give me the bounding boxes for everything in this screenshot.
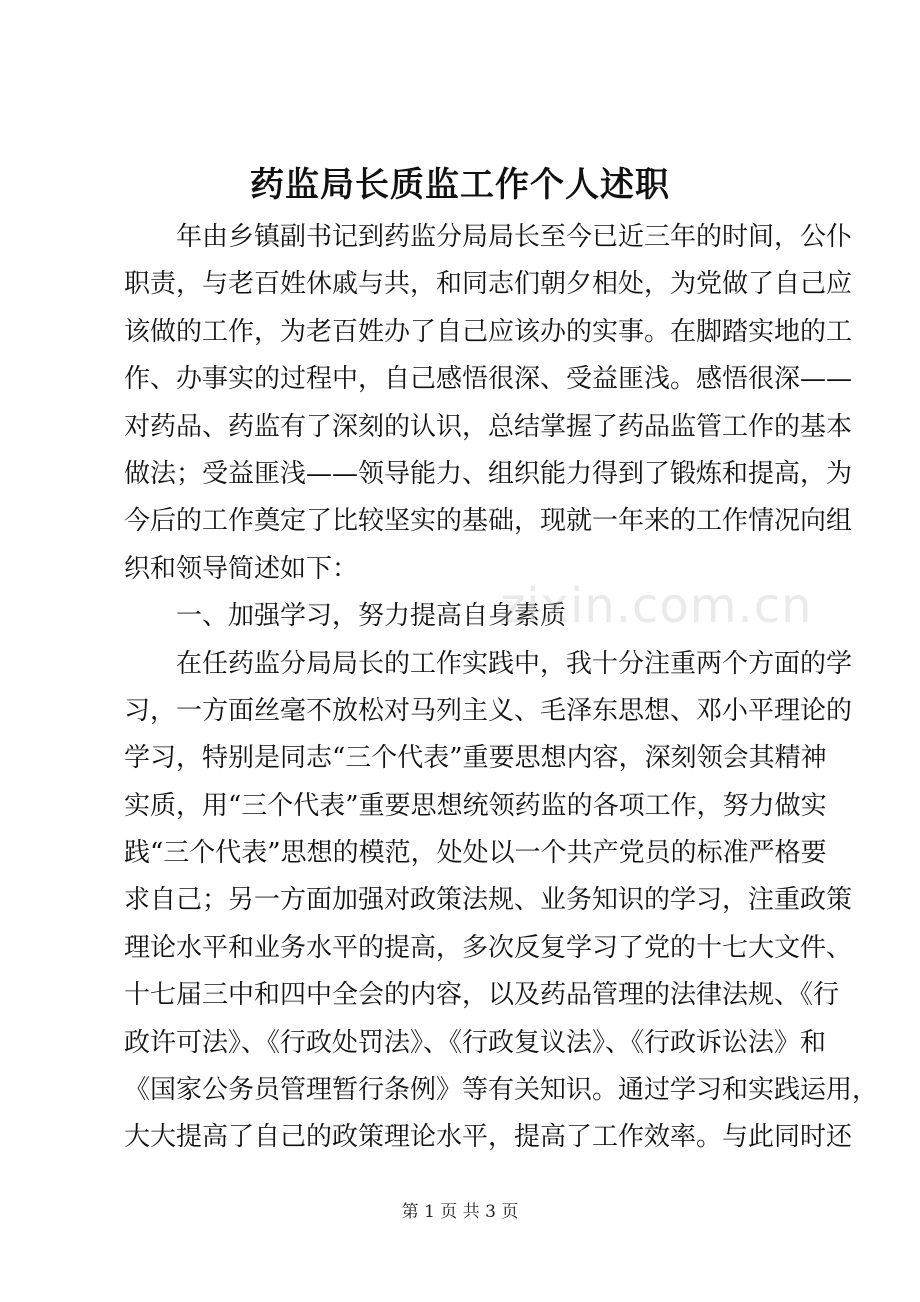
watermark: zixin.com.cn (500, 578, 813, 634)
document-title: 药监局长质监工作个人述职 (250, 165, 670, 205)
body-line: 理论水平和业务水平的提高，多次反复学习了党的十七大文件、 (124, 932, 853, 963)
body-line: 求自己；另一方面加强对政策法规、业务知识的学习，注重政策 (124, 885, 853, 916)
body-line: 政许可法》、《行政处罚法》、《行政复议法》、《行政诉讼法》和 (124, 1027, 827, 1058)
body-line: 习，一方面丝毫不放松对马列主义、毛泽东思想、邓小平理论的 (124, 695, 853, 726)
body-line: 今后的工作奠定了比较坚实的基础，现就一年来的工作情况向组 (124, 506, 853, 537)
body-line: 学习，特别是同志“三个代表”重要思想内容，深刻领会其精神 (124, 743, 827, 774)
body-line: 年由乡镇副书记到药监分局局长至今已近三年的时间，公仆 (124, 222, 853, 252)
body-line: 职责，与老百姓休戚与共，和同志们朝夕相处，为党做了自己应 (124, 269, 853, 300)
body-line: 作、办事实的过程中，自己感悟很深、受益匪浅。感悟很深—— (124, 364, 853, 395)
body-line: 大大提高了自己的政策理论水平，提高了工作效率。与此同时还 (124, 1122, 853, 1153)
body-line: 实质，用“三个代表”重要思想统领药监的各项工作，努力做实 (124, 790, 827, 821)
body-line: 织和领导简述如下： (124, 553, 359, 584)
body-line: 《国家公务员管理暂行条例》等有关知识。通过学习和实践运用， (124, 1075, 879, 1106)
section-heading: 一、加强学习，努力提高自身素质 (124, 601, 567, 632)
body-line: 对药品、药监有了深刻的认识，总结掌握了药品监管工作的基本 (124, 411, 853, 442)
body-line: 在任药监分局局长的工作实践中，我十分注重两个方面的学 (124, 648, 853, 679)
page-number-footer: 第 1 页 共 3 页 (401, 1202, 519, 1222)
body-line: 该做的工作，为老百姓办了自己应该办的实事。在脚踏实地的工 (124, 316, 853, 347)
body-line: 十七届三中和四中全会的内容，以及药品管理的法律法规、《行 (124, 980, 840, 1011)
body-line: 践“三个代表”思想的模范，处处以一个共产党员的标准严格要 (124, 838, 827, 869)
document-body (124, 214, 879, 1162)
body-line: 做法；受益匪浅——领导能力、组织能力得到了锻炼和提高，为 (124, 458, 853, 489)
